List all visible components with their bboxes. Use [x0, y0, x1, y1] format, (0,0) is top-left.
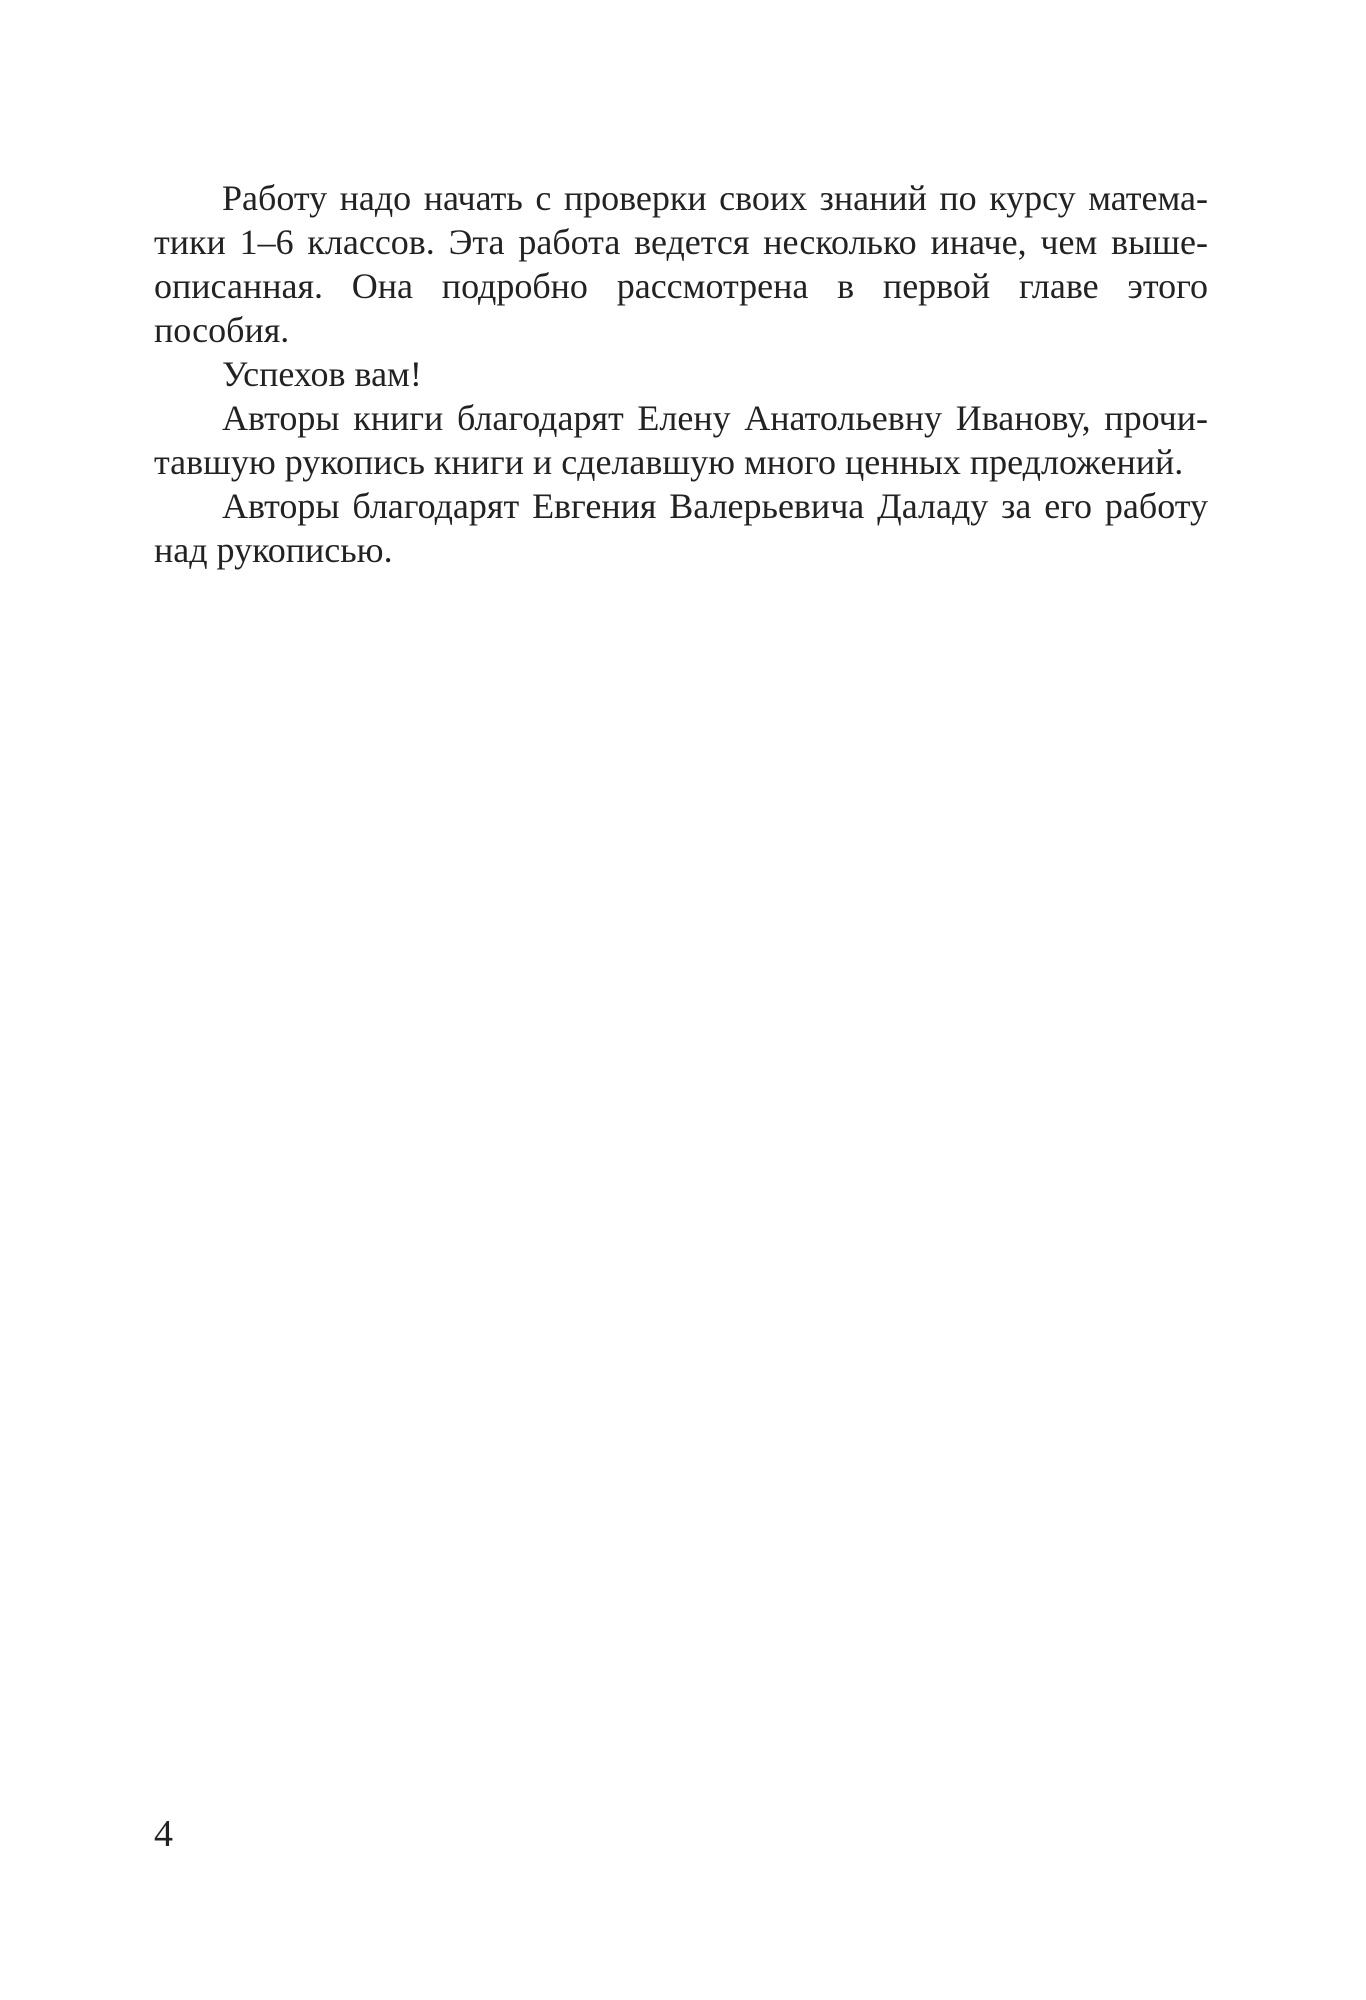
text-line: Авторы книги благодарят Елену Анатольевну Иванову, прочи- — [222, 398, 1208, 438]
text-line: пособия. — [154, 310, 290, 350]
page-number: 4 — [154, 1813, 173, 1855]
text-line: тавшую рукопись книги и сделавшую много ценных предложений. — [154, 442, 1184, 482]
paragraph-good-luck — [154, 352, 1208, 396]
paragraph-acknowledgment-ivanova — [154, 396, 1208, 484]
text-line: описанная. Она подробно рассмотрена в первой главе этого — [154, 266, 1208, 306]
text-line: Успехов вам! — [222, 354, 422, 394]
text-line: Работу надо начать с проверки своих знаний по курсу матема- — [222, 178, 1208, 218]
body-text — [154, 176, 1208, 572]
text-line: над рукописью. — [154, 530, 393, 570]
text-line: тики 1–6 классов. Эта работа ведется несколько иначе, чем выше- — [154, 222, 1208, 262]
text-line: Авторы благодарят Евгения Валерьевича Даладу за его работу — [222, 486, 1208, 526]
paragraph-study-advice — [154, 176, 1208, 352]
paragraph-acknowledgment-dalada — [154, 484, 1208, 572]
